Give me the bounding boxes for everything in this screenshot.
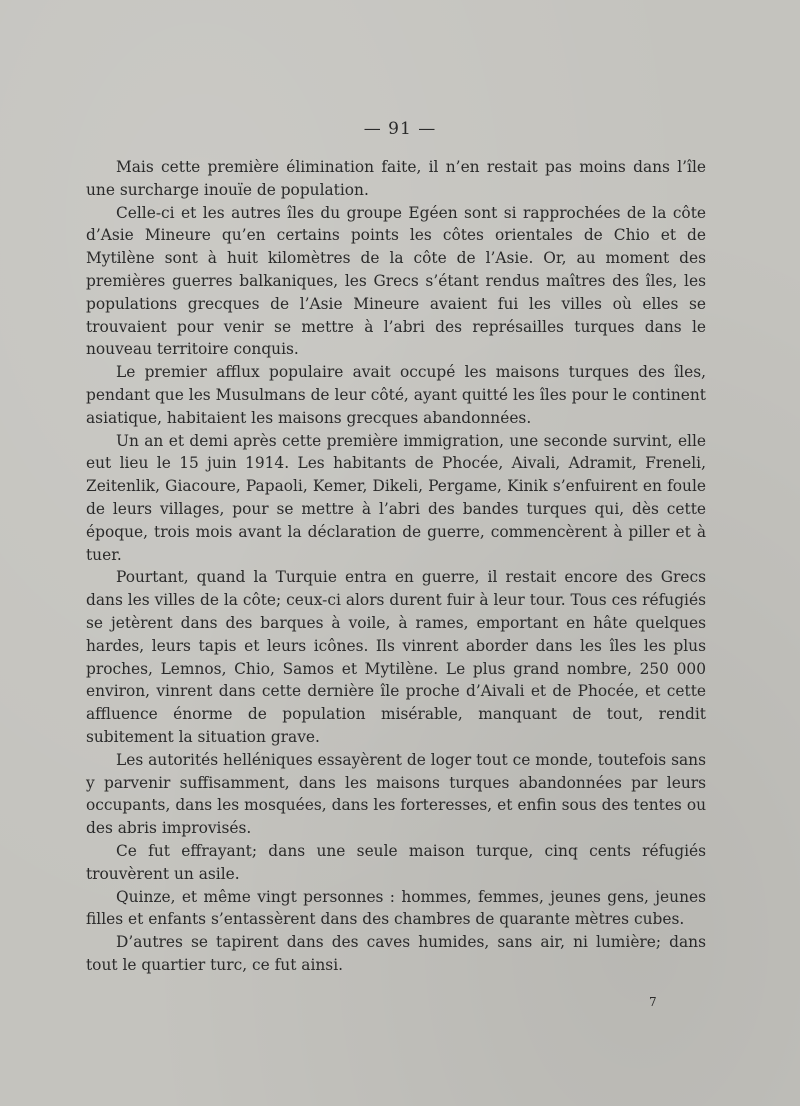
signature-mark: 7 [649, 995, 657, 1009]
paragraph-2: Celle-ci et les autres îles du groupe Egéen sont si rapprochées de la côte d’Asie Mineure qu’en certains points les côtes orientales de Chio et de Mytilène sont à huit kilomètres de la côte de l’Asie. Or, au moment des premières guerres balkaniques, les Grecs s’étant rendus maîtres des îles, les populations grecques de l’Asie Mineure avaient fui les villes où elles se trouvaient pour venir se mettre à l’abri des représailles turques dans le nouveau territoire conquis. [86, 203, 706, 359]
paragraph-5: Pourtant, quand la Turquie entra en guerre, il restait encore des Grecs dans les villes de la côte; ceux-ci alors durent fuir à leur tour. Tous ces réfugiés se jetèrent dans des barques à voile, à rames, emportant en hâte quelques hardes, leurs tapis et leurs icônes. Ils vinrent aborder dans les îles les plus proches, Lemnos, Chio, Samos et Mytilène. Le plus grand nombre, 250 000 environ, vinrent dans cette dernière île proche d’Aivali et de Phocée, et cette affluence énorme de population misérable, manquant de tout, rendit subitement la situation grave. [86, 568, 706, 746]
paragraph-9: D’autres se tapirent dans des caves humides, sans air, ni lumière; dans tout le quartier turc, ce fut ainsi. [86, 933, 706, 974]
paragraph-6: Les autorités helléniques essayèrent de loger tout ce monde, toutefois sans y parvenir suffisamment, dans les maisons turques abandonnées par leurs occupants, dans les mosquées, dans les forteresses, et enfin sous des tentes ou des abris improvisés. [86, 750, 706, 838]
paragraph-1: Mais cette première élimination faite, il n’en restait pas moins dans l’île une surcharge inouïe de population. [86, 158, 706, 199]
body-text [86, 156, 706, 977]
paragraph-4: Un an et demi après cette première immigration, une seconde survint, elle eut lieu le 15 juin 1914. Les habitants de Phocée, Aivali, Adramit, Freneli, Zeitenlik, Giacoure, Papaoli, Kemer, Dikeli, Pergame, Kinik s’enfuirent en foule de leurs villages, pour se mettre à l’abri des bandes turques qui, dès cette époque, trois mois avant la déclaration de guerre, commencèrent à piller et à tuer. [86, 431, 706, 564]
paragraph-3: Le premier afflux populaire avait occupé les maisons turques des îles, pendant que les Musulmans de leur côté, ayant quitté les îles pour le continent asiatique, habitaient les maisons grecques abandonnées. [86, 363, 706, 427]
paragraph-7: Ce fut effrayant; dans une seule maison turque, cinq cents réfugiés trouvèrent un asile. [86, 841, 706, 883]
paragraph-8: Quinze, et même vingt personnes : hommes, femmes, jeunes gens, jeunes filles et enfants s’entassèrent dans des chambres de quarante mètres cubes. [86, 887, 706, 929]
page-number: — 91 — [363, 119, 437, 139]
